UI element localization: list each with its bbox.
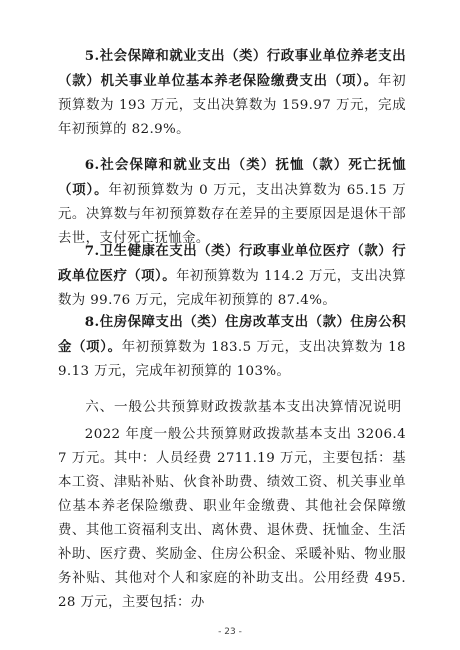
- item-5-paragraph: [58, 44, 406, 142]
- section-body: 2022 年度一般公共预算财政拨款基本支出 3206.47 万元。其中：人员经费 2711.19 万元，主要包括：基本工资、津贴补贴、伙食补助费、绩效工资、机关事业单位基本养老保险缴费、职业年金缴费、其他社会保障缴费、其他工资福利支出、离休费、退休费、抚恤金、生活补助、医疗费、奖励金、住房公积金、采暖补贴、物业服务补贴、其他对个人和家庭的补助支出。公用经费 495.28 万元，主要包括：办: [58, 427, 406, 610]
- item-6-heading: 6.社会保障和就业支出（类）抚恤（款）死亡抚恤（项）。: [58, 157, 406, 198]
- item-7-paragraph: [58, 239, 406, 313]
- item-6-text: 年初预算数为 0 万元，支出决算数为 65.15 万元。决算数与年初预算数存在差异的主要原因是退休干部去世，支付死亡抚恤金。: [58, 183, 407, 246]
- page-number: - 23 -: [218, 627, 242, 637]
- item-5-text: 年初预算数为 193 万元，支出决算数为 159.97 万元，完成年初预算的 82.9%。: [58, 74, 406, 137]
- item-8-paragraph: [58, 310, 406, 384]
- item-5-heading: 5.社会保障和就业支出（类）行政事业单位养老支出（款）机关事业单位基本养老保险缴费支出（项）。: [58, 48, 406, 89]
- section-heading: 六、一般公共预算财政拨款基本支出决算情况说明: [85, 399, 402, 415]
- item-7-heading: 7.卫生健康在支出（类）行政事业单位医疗（款）行政单位医疗（项）。: [58, 243, 406, 284]
- item-8-heading: 8.住房保障支出（类）住房改革支出（款）住房公积金（项）。: [58, 314, 406, 355]
- item-8-text: 年初预算数为 183.5 万元，支出决算数为 189.13 万元，完成年初预算的 103%。: [58, 340, 406, 379]
- item-7-text: 年初预算数为 114.2 万元，支出决算数为 99.76 万元，完成年初预算的 87.4%。: [58, 269, 406, 308]
- item-6-paragraph: [58, 153, 406, 251]
